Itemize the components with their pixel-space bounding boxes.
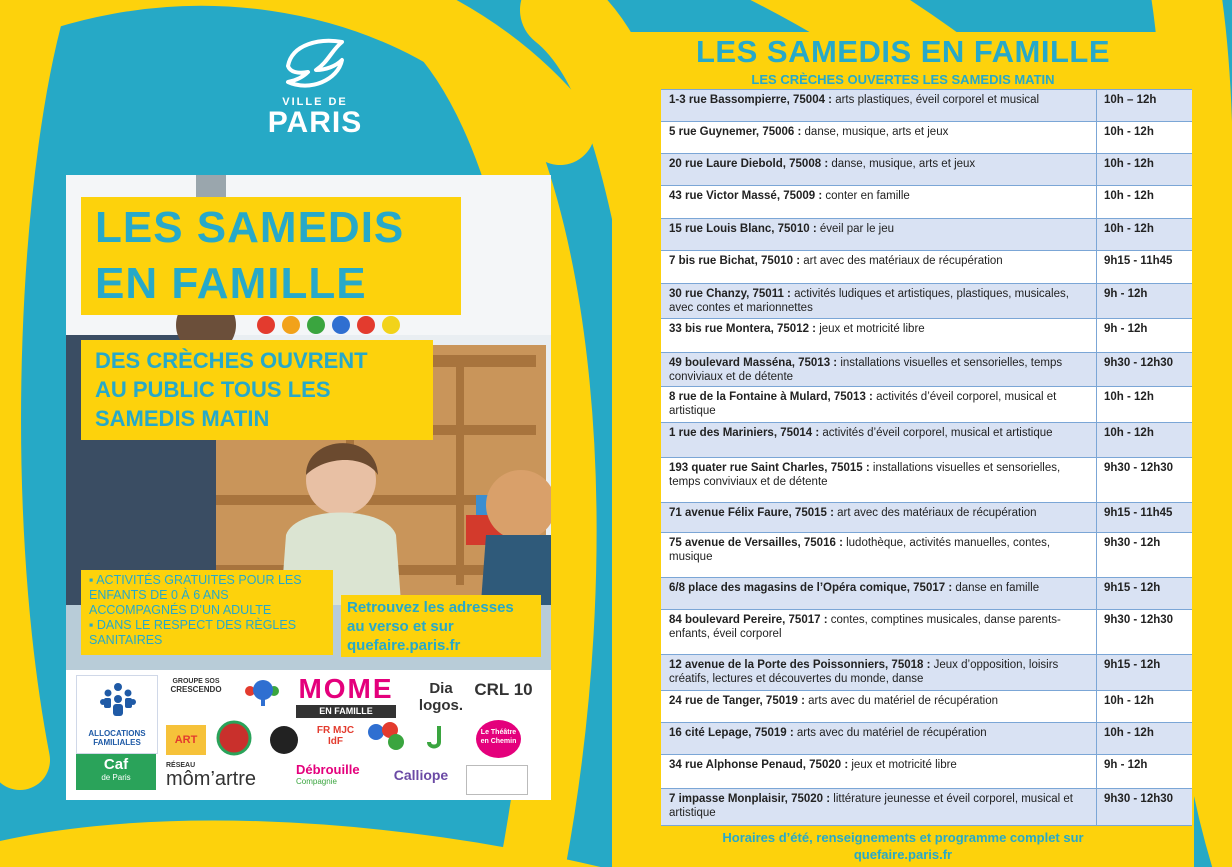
row-activity: éveil par le jeu bbox=[816, 223, 895, 235]
row-address: 1-3 rue Bassompierre, 75004 : bbox=[669, 94, 833, 106]
table-row bbox=[661, 386, 1192, 422]
ville-de-paris-logo bbox=[250, 36, 380, 151]
poster-subtitle-line1: DES CRÈCHES OUVRENT bbox=[95, 348, 368, 373]
row-activity: art avec des matériaux de récupération bbox=[800, 255, 1003, 267]
footer-link[interactable]: quefaire.paris.fr bbox=[853, 847, 953, 862]
row-hours: 10h - 12h bbox=[1104, 391, 1154, 403]
pot-logo-icon bbox=[266, 720, 302, 756]
bullet-sanitary-rules: ▪ DANS LE RESPECT DES RÈGLES SANITAIRES bbox=[89, 618, 297, 647]
crl10-logo: CRL 10 bbox=[474, 680, 533, 699]
table-bottom-border bbox=[661, 825, 1192, 826]
mome-en-famille-logo bbox=[296, 674, 396, 718]
row-hours: 9h30 - 12h30 bbox=[1104, 462, 1174, 474]
en-famille-text: EN FAMILLE bbox=[296, 705, 396, 718]
debrouille-text: Débrouille bbox=[296, 762, 360, 777]
calliope-logo: Calliope bbox=[393, 767, 449, 783]
debrouille-logo bbox=[296, 762, 366, 786]
table-row bbox=[661, 754, 1192, 788]
caf-logo bbox=[76, 675, 158, 754]
row-activity: installations visuelles et sensorielles, temps conviviaux et de détente bbox=[669, 462, 1061, 488]
row-hours: 10h - 12h bbox=[1104, 427, 1154, 439]
row-hours: 9h - 12h bbox=[1104, 759, 1148, 771]
row-hours: 10h - 12h bbox=[1104, 727, 1154, 739]
row-address: 71 avenue Félix Faure, 75015 : bbox=[669, 507, 834, 519]
poster-subtitle-box bbox=[81, 340, 433, 440]
row-address: 20 rue Laure Diebold, 75008 : bbox=[669, 158, 829, 170]
table-row bbox=[661, 457, 1192, 502]
row-activity: contes, comptines musicales, danse parents-enfants, éveil corporel bbox=[669, 614, 1061, 640]
row-hours: 9h30 - 12h bbox=[1104, 537, 1161, 549]
row-activity: danse, musique, arts et jeux bbox=[828, 158, 976, 170]
poster-bullets bbox=[81, 570, 333, 655]
row-address: 33 bis rue Montera, 75012 : bbox=[669, 323, 817, 335]
row-hours: 10h - 12h bbox=[1104, 158, 1154, 170]
poster-title-box bbox=[81, 197, 461, 315]
row-address: 24 rue de Tanger, 75019 : bbox=[669, 695, 805, 707]
row-address: 8 rue de la Fontaine à Mulard, 75013 : bbox=[669, 391, 873, 403]
mjc-logo: FR MJC IdF bbox=[316, 725, 355, 747]
poster-title-line2: EN FAMILLE bbox=[95, 259, 367, 308]
groupe-sos-logo bbox=[166, 678, 226, 694]
row-activity: activités d’éveil corporel, musical et artistique bbox=[669, 391, 1057, 417]
poster-subtitle-line3: SAMEDIS MATIN bbox=[95, 406, 270, 431]
table-row bbox=[661, 185, 1192, 218]
row-activity: jeux et motricité libre bbox=[848, 759, 957, 771]
row-address: 30 rue Chanzy, 75011 : bbox=[669, 288, 791, 300]
caf-name: Caf bbox=[103, 756, 129, 773]
row-hours: 10h - 12h bbox=[1104, 223, 1154, 235]
table-row bbox=[661, 609, 1192, 654]
row-activity: ludothèque, activités manuelles, contes, musique bbox=[669, 537, 1051, 563]
row-address: 75 avenue de Versailles, 75016 : bbox=[669, 537, 843, 549]
row-address: 34 rue Alphonse Penaud, 75020 : bbox=[669, 759, 849, 771]
list-subtitle: LES CRÈCHES OUVERTES LES SAMEDIS MATIN bbox=[751, 72, 1055, 87]
dialogos-logo: Dia logos. bbox=[418, 680, 464, 714]
row-address: 12 avenue de la Porte des Poissonniers, 75018 : bbox=[669, 659, 931, 671]
row-hours: 10h - 12h bbox=[1104, 190, 1154, 202]
poster-title-line1: LES SAMEDIS bbox=[95, 203, 405, 252]
row-activity: Jeux d’opposition, loisirs créatifs, lectures et découvertes du monde, danse bbox=[669, 659, 1059, 685]
row-activity: jeux et motricité libre bbox=[816, 323, 925, 335]
caf-people-icon bbox=[99, 682, 137, 718]
table-row bbox=[661, 89, 1192, 121]
caf-city: de Paris bbox=[101, 773, 131, 782]
row-hours: 9h30 - 12h30 bbox=[1104, 357, 1174, 369]
cta-line1: Retrouvez les adresses bbox=[347, 599, 514, 616]
row-hours: 9h15 - 11h45 bbox=[1104, 255, 1173, 267]
crescendo-text: CRESCENDO bbox=[170, 685, 222, 694]
bullet-free-activities: ▪ ACTIVITÉS GRATUITES POUR LES ENFANTS DE 0 À 6 ANS ACCOMPAGNÉS D’UN ADULTE bbox=[89, 573, 302, 617]
row-hours: 9h - 12h bbox=[1104, 323, 1148, 335]
row-hours: 9h - 12h bbox=[1104, 288, 1148, 300]
row-address: 7 bis rue Bichat, 75010 : bbox=[669, 255, 801, 267]
table-row bbox=[661, 218, 1192, 250]
row-hours: 9h30 - 12h30 bbox=[1104, 793, 1174, 805]
table-row bbox=[661, 250, 1192, 283]
balloons-logo-icon bbox=[366, 720, 406, 754]
row-activity: danse en famille bbox=[952, 582, 1040, 594]
footer-line1: Horaires d’été, renseignements et programme complet sur bbox=[722, 830, 1084, 845]
table-row bbox=[661, 654, 1192, 690]
groupe-sos-text: GROUPE SOS bbox=[172, 678, 220, 685]
cta-line2: au verso et sur bbox=[347, 618, 454, 635]
table-row bbox=[661, 153, 1192, 185]
round-red-logo-icon bbox=[216, 720, 252, 756]
list-footer bbox=[612, 829, 1194, 863]
table-row bbox=[661, 532, 1192, 577]
paris-bird-icon bbox=[280, 36, 350, 94]
table-row bbox=[661, 502, 1192, 532]
caf-line2: FAMILIALES bbox=[93, 738, 141, 747]
art-logo: ART bbox=[166, 725, 206, 755]
row-activity: littérature jeunesse et éveil corporel, musical et artistique bbox=[669, 793, 1073, 819]
row-activity: danse, musique, arts et jeux bbox=[801, 126, 949, 138]
cta-link[interactable]: quefaire.paris.fr bbox=[347, 637, 461, 654]
row-activity: arts plastiques, éveil corporel et musical bbox=[832, 94, 1040, 106]
table-row bbox=[661, 722, 1192, 754]
row-address: 1 rue des Mariniers, 75014 : bbox=[669, 427, 820, 439]
poster bbox=[66, 175, 551, 800]
table-row bbox=[661, 318, 1192, 352]
row-address: 193 quater rue Saint Charles, 75015 : bbox=[669, 462, 870, 474]
row-activity: arts avec du matériel de récupération bbox=[793, 727, 987, 739]
caf-line1: ALLOCATIONS bbox=[88, 729, 146, 738]
row-hours: 9h30 - 12h30 bbox=[1104, 614, 1174, 626]
compagnie-text: Compagnie bbox=[296, 777, 337, 786]
theatre-en-chemin-logo: Le Théâtre en Chemin bbox=[476, 720, 521, 758]
mome-text: MOME bbox=[298, 673, 394, 704]
row-activity: arts avec du matériel de récupération bbox=[804, 695, 998, 707]
table-row bbox=[661, 422, 1192, 457]
row-address: 16 cité Lepage, 75019 : bbox=[669, 727, 794, 739]
row-address: 84 boulevard Pereire, 75017 : bbox=[669, 614, 828, 626]
poster-subtitle-line2: AU PUBLIC TOUS LES bbox=[95, 377, 331, 402]
row-hours: 9h15 - 12h bbox=[1104, 659, 1161, 671]
table-row bbox=[661, 283, 1192, 318]
table-row bbox=[661, 788, 1192, 825]
row-activity: conter en famille bbox=[822, 190, 910, 202]
row-activity: activités ludiques et artistiques, plastiques, musicales, avec contes et marionnettes bbox=[669, 288, 1069, 314]
table-row bbox=[661, 690, 1192, 722]
row-activity: art avec des matériaux de récupération bbox=[833, 507, 1037, 519]
row-address: 49 boulevard Masséna, 75013 : bbox=[669, 357, 838, 369]
creches-list-panel bbox=[612, 32, 1194, 867]
row-address: 15 rue Louis Blanc, 75010 : bbox=[669, 223, 817, 235]
momartre-logo bbox=[166, 762, 286, 789]
row-hours: 9h15 - 12h bbox=[1104, 582, 1161, 594]
logo-line2: PARIS bbox=[267, 106, 363, 139]
row-hours: 10h - 12h bbox=[1104, 126, 1154, 138]
row-activity: installations visuelles et sensorielles, temps conviviaux et de détente bbox=[669, 357, 1063, 383]
momartre-text: môm’artre bbox=[166, 768, 257, 790]
row-hours: 10h – 12h bbox=[1104, 94, 1157, 106]
row-address: 5 rue Guynemer, 75006 : bbox=[669, 126, 802, 138]
small-partner-logo bbox=[466, 765, 528, 795]
row-activity: activités d’éveil corporel, musical et artistique bbox=[819, 427, 1053, 439]
row-address: 7 impasse Monplaisir, 75020 : bbox=[669, 793, 831, 805]
list-title: LES SAMEDIS EN FAMILLE bbox=[695, 34, 1111, 69]
table-row bbox=[661, 577, 1192, 609]
poster-cta bbox=[341, 595, 541, 657]
row-address: 43 rue Victor Massé, 75009 : bbox=[669, 190, 823, 202]
row-hours: 9h15 - 11h45 bbox=[1104, 507, 1173, 519]
row-address: 6/8 place des magasins de l’Opéra comique, 75017 : bbox=[669, 582, 953, 594]
reseau-text: RÉSEAU bbox=[166, 762, 196, 769]
table-row bbox=[661, 121, 1192, 153]
table-row bbox=[661, 352, 1192, 386]
logo-line1: VILLE DE bbox=[282, 96, 348, 108]
partner-logos bbox=[66, 670, 551, 800]
caf-paris-logo bbox=[76, 754, 156, 790]
tree-logo-icon bbox=[248, 678, 278, 708]
j-logo-icon bbox=[421, 722, 451, 752]
row-hours: 10h - 12h bbox=[1104, 695, 1154, 707]
